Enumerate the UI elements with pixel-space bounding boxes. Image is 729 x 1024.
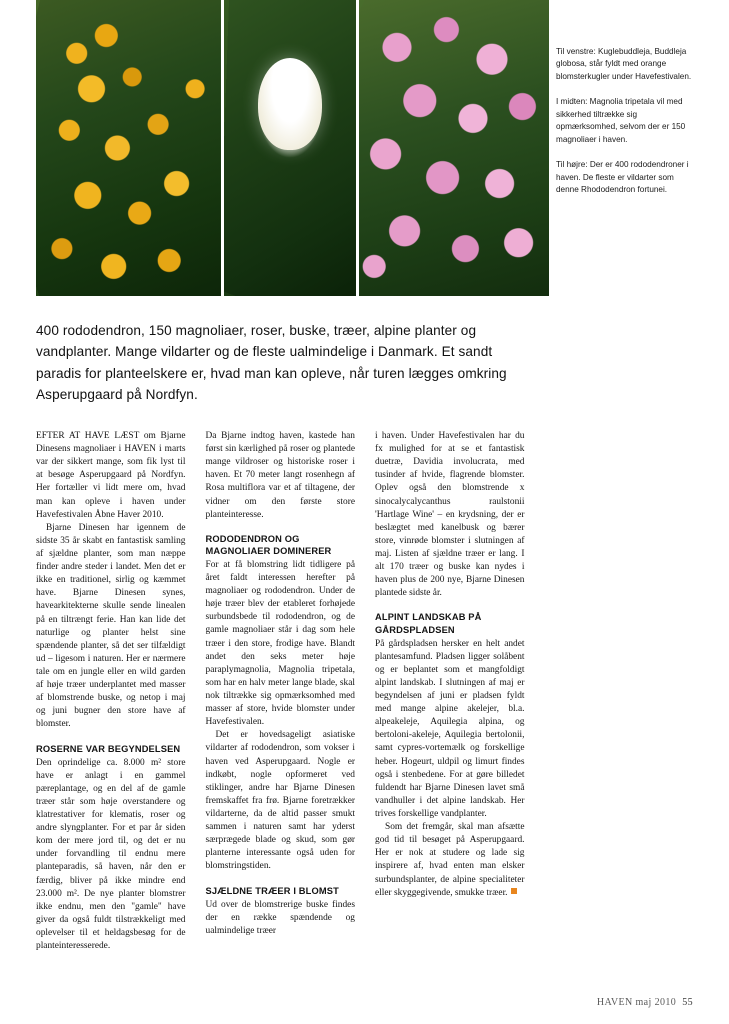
- caption-middle: I midten: Magnolia tripetala vil med sikkerhed tiltrække sig opmærksomhed, selvom der er 150 magnoliaer i haven.: [556, 97, 686, 144]
- paragraph: Den oprindelige ca. 8.000 m² store have er anlagt i en gammel pæreplantage, og en del af de gamle træer står som høje overstandere og klatrestativer for klematis, roser og andre slyngplanter. For et par år siden kom der mere jord til, og det er nu under forvandling til endnu mere planteparadis, så haven, når den er færdig, bliver på ikke mindre end 23.000 m². De nye planter blomstrer ikke endnu, men den "gamle" have giver da også fuldt tilstrækkeligt med oplevelser til et heldagsbesøg for de planteinteresserede.: [36, 757, 186, 952]
- section-heading: ALPINT LANDSKAB PÅ GÅRDSPLADSEN: [375, 612, 482, 635]
- section-heading: RODODENDRON OG MAGNOLIAER DOMINERER: [205, 533, 332, 556]
- paragraph: EFTER AT HAVE LÆST om Bjarne Dinesens magnoliaer i HAVEN i marts var der sikkert mange, som fik lyst til at besøge Asperupgaard på Nordfyn. Her fortæller vi lidt mere om, hvad man kan opleve i haven under Havefestivalen Åbne Haver 2010.: [36, 431, 186, 520]
- article-body: [36, 430, 694, 975]
- page-number: 55: [682, 997, 693, 1008]
- caption-right: Til højre: Der er 400 rododendroner i haven. De fleste er vildarter som denne Rhododendron fortunei.: [556, 160, 689, 195]
- paragraph: På gårdspladsen hersker en helt andet plantesamfund. Pladsen ligger solåbent og er beplantet som et mangfoldigt alpint landskab. I slutningen af maj er begyndelsen af juni er pladsen fyldt med mange alpine akelejer, bl.a. alpeakeleje, Aquilegia alpina, og bertoloni-akeleje, Aquilegia bertolonii, samt cypres-vortemælk og forskellige heber. Hogeurt, uldpil og limurt findes også i stenbedene. For at gøre billedet fuldendt har Bjarne Dinesen lavet små vandhuller i det alpine landskab. Her trives forskellige vandplanter.: [375, 638, 525, 819]
- photo-captions: [556, 46, 694, 210]
- magnolia-tripetala-photo: [224, 0, 356, 296]
- body-column-4-spacer: [545, 430, 695, 975]
- paragraph: i haven. Under Havefestivalen har du fx mulighed for at se et fantastisk duetræ, Davidia involucrata, med tusinder af hvide, flagrende blomster. Oplev også den blomstrende x sinocalycalycanthus raulstonii 'Hartlage Wine' – en krydsning, der er beslægtet med kanelbusk og bærer store, vinrøde blomster i slutningen af maj. Listen af sjældne træer er lang. I alt 170 træer og buske kan nydes i haven plus de 200 nye, Bjarne Dinesen plantede sidste år.: [375, 431, 525, 599]
- buddleja-globosa-photo: [36, 0, 221, 296]
- section-heading: SJÆLDNE TRÆER I BLOMST: [205, 885, 339, 896]
- section-heading: ROSERNE VAR BEGYNDELSEN: [36, 743, 181, 754]
- rhododendron-fortunei-photo: [359, 0, 549, 296]
- paragraph-text: Som det fremgår, skal man afsætte god tid til besøget på Asperupgaard. Her er nok at studere og lade sig inspirere af, hvad enten man elsker surbundsplanter, de alpine specialiteter eller skyggegivende, smukke træer.: [375, 822, 525, 898]
- body-column-1: [36, 430, 186, 975]
- page-footer: [597, 997, 693, 1008]
- photo-band: [36, 0, 549, 296]
- paragraph: Da Bjarne indtog haven, kastede han først sin kærlighed på roser og plantede mange vildroser og historiske roser i haven. Et 70 meter langt rosenhegn af Rosa multiflora var et af tiltagene, der vidner om den første store planteinteresse.: [205, 431, 355, 520]
- caption-left: Til venstre: Kuglebuddleja, Buddleja globosa, står fyldt med orange blomsterkugler under Havefestivalen.: [556, 47, 692, 81]
- paragraph: For at få blomstring lidt tidligere på året faldt interessen herefter på magnoliaer og rododendron. Under de høje træer blev der etableret forhøjede surbundsbede til rododendron, og de gamle magnoliaer står i dag som hele træer i den store, frodige have. Blandt andet den seks meter høje paraplymagnolia, Magnolia tripetala, som har en halv meter lange blade, skal nok tiltrække sig opmærksomhed med masser af store, hvide blomster under Havefestivalen.: [205, 559, 355, 728]
- article-deck: 400 rododendron, 150 magnoliaer, roser, buske, træer, alpine planter og vandplanter. Mange vildarter og de fleste ualmindelige i Danmark. Et sandt paradis for planteelskere er, hvad man kan opleve, når turen lægges omkring Asperupgaard på Nordfyn.: [36, 323, 507, 403]
- paragraph-final: [375, 821, 525, 900]
- paragraph: Ud over de blomstrerige buske findes der en række spændende og ualmindelige træer: [205, 899, 355, 936]
- paragraph: Bjarne Dinesen har igennem de sidste 35 år skabt en fantastisk samling af sjældne planter, som man næppe finder andre steder i landet. Men det er ikke en traditionel, sirlig og kæmmet have. Bjarne Dinesen synes, havearkitekterne skulle sende linealen på en tiltrængt ferie. Han kan lide det naturlige og planter helst sine spændende planter, så det ser tilfældigt ud – ligesom i naturen. Her er nærmere tale om en jungle eller en wild garden af høje træer underplantet med masser af blomstrende buske, og netop i maj og juni bugner den store have af blomster.: [36, 522, 186, 730]
- paragraph: Det er hovedsageligt asiatiske vildarter af rododendron, som vokser i haven ved Asperupgaard. Nogle er indkøbt, nogle opformeret ved stiklinger, andre har Bjarne Dinesen fremskaffet fra frø. Bjarne foretrækker vildarterne, da de altid passer smukt sammen i naturen samt har yderst særprægede blade og skud, som gør planterne interessante også uden for blomstringstiden.: [205, 730, 355, 872]
- publication-label: HAVEN maj 2010: [596, 997, 677, 1008]
- body-column-3: [375, 430, 525, 975]
- end-mark-icon: [511, 888, 517, 894]
- body-column-2: [206, 430, 356, 975]
